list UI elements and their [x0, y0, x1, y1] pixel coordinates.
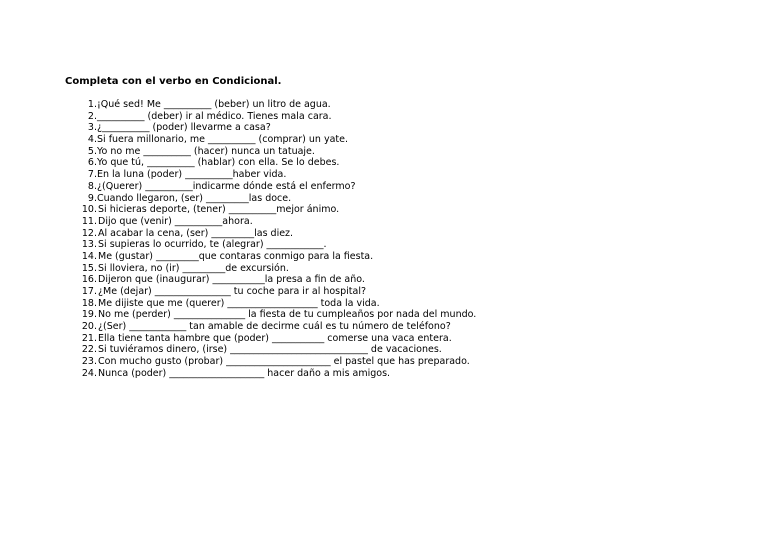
exercise-item-18: [78, 298, 476, 310]
worksheet-title: Completa con el verbo en Condicional.: [65, 76, 282, 87]
exercise-item-7: [78, 169, 476, 181]
item-number: 15.: [81, 262, 97, 274]
item-number: 13.: [81, 239, 97, 251]
item-text: Yo no me __________ (hacer) nunca un tatuaje.: [97, 145, 315, 157]
exercise-item-20: [78, 321, 476, 333]
item-text: Al acabar la cena, (ser) _________las diez.: [98, 227, 294, 239]
exercise-item-15: [78, 263, 476, 275]
item-text: No me (perder) _______________ la fiesta de tu cumpleaños por nada del mundo.: [98, 309, 477, 321]
item-number: 24.: [81, 367, 97, 379]
item-text: Me (gustar) _________que contaras conmigo para la fiesta.: [98, 250, 374, 262]
item-text: Nunca (poder) ____________________ hacer daño a mis amigos.: [98, 367, 391, 379]
item-number: 23.: [81, 356, 97, 368]
exercise-item-9: [78, 193, 476, 205]
exercise-item-11: [78, 216, 476, 228]
exercise-item-14: [78, 251, 476, 263]
exercise-item-24: [78, 368, 476, 380]
item-text: ¿Me (dejar) ________________ tu coche para ir al hospital?: [98, 286, 367, 297]
item-text: Dijo que (venir) __________ahora.: [98, 215, 253, 227]
item-text: Me dijiste que me (querer) ___________________ toda la vida.: [98, 297, 380, 309]
exercise-item-17: [78, 286, 476, 298]
exercise-item-16: [78, 274, 476, 286]
item-text: Si hicieras deporte, (tener) __________mejor ánimo.: [98, 204, 340, 216]
item-number: 6.: [87, 157, 97, 169]
exercise-list: [78, 99, 476, 380]
item-number: 16.: [81, 274, 97, 286]
item-text: __________ (deber) ir al médico. Tienes mala cara.: [97, 110, 332, 122]
exercise-item-12: [78, 228, 476, 240]
exercise-item-3: [78, 122, 476, 134]
item-number: 19.: [81, 309, 97, 321]
exercise-item-2: [78, 111, 476, 123]
item-text: Si supieras lo ocurrido, te (alegrar) ____________.: [98, 239, 327, 251]
exercise-item-19: [78, 309, 476, 321]
item-number: 22.: [81, 344, 97, 356]
item-text: ¿__________ (poder) llevarme a casa?: [97, 122, 271, 134]
item-number: 12.: [81, 227, 97, 239]
item-text: En la luna (poder) __________haber vida.: [97, 169, 287, 181]
item-number: 21.: [81, 332, 97, 344]
item-text: Si lloviera, no (ir) _________de excursión.: [98, 262, 289, 274]
exercise-item-13: [78, 239, 476, 251]
exercise-item-23: [78, 356, 476, 368]
exercise-item-10: [78, 204, 476, 216]
exercise-item-6: [78, 157, 476, 169]
exercise-item-4: [78, 134, 476, 146]
item-text: Ella tiene tanta hambre que (poder) ___________ comerse una vaca entera.: [98, 332, 452, 344]
exercise-item-5: [78, 146, 476, 158]
item-number: 20.: [81, 321, 97, 333]
item-text: ¿(Ser) ____________ tan amable de decirme cuál es tu número de teléfono?: [98, 321, 451, 333]
item-number: 1.: [87, 99, 97, 110]
exercise-item-8: [78, 181, 476, 193]
item-number: 18.: [81, 297, 97, 309]
item-number: 4.: [87, 134, 97, 146]
item-text: Cuando llegaron, (ser) _________las doce.: [97, 192, 292, 204]
item-number: 8.: [87, 180, 97, 192]
item-text: Con mucho gusto (probar) ______________________ el pastel que has preparado.: [98, 356, 470, 368]
exercise-item-22: [78, 344, 476, 356]
item-text: ¡Qué sed! Me __________ (beber) un litro de agua.: [97, 99, 331, 110]
item-number: 11.: [81, 215, 97, 227]
item-number: 9.: [87, 192, 97, 204]
item-text: Si tuviéramos dinero, (irse) _____________________________ de vacaciones.: [98, 344, 442, 356]
item-number: 14.: [81, 250, 97, 262]
item-number: 10.: [81, 204, 97, 216]
item-text: ¿(Querer) __________indicarme dónde está el enfermo?: [97, 180, 356, 192]
item-number: 3.: [87, 122, 97, 134]
item-number: 2.: [87, 110, 97, 122]
item-number: 7.: [87, 169, 97, 181]
item-number: 17.: [81, 286, 97, 297]
item-number: 5.: [87, 145, 97, 157]
exercise-item-21: [78, 333, 476, 345]
item-text: Dijeron que (inaugurar) ___________la presa a fin de año.: [98, 274, 365, 286]
item-text: Yo que tú, __________ (hablar) con ella. Se lo debes.: [97, 157, 340, 169]
exercise-item-1: [78, 99, 476, 111]
item-text: Si fuera millonario, me __________ (comprar) un yate.: [97, 134, 348, 146]
